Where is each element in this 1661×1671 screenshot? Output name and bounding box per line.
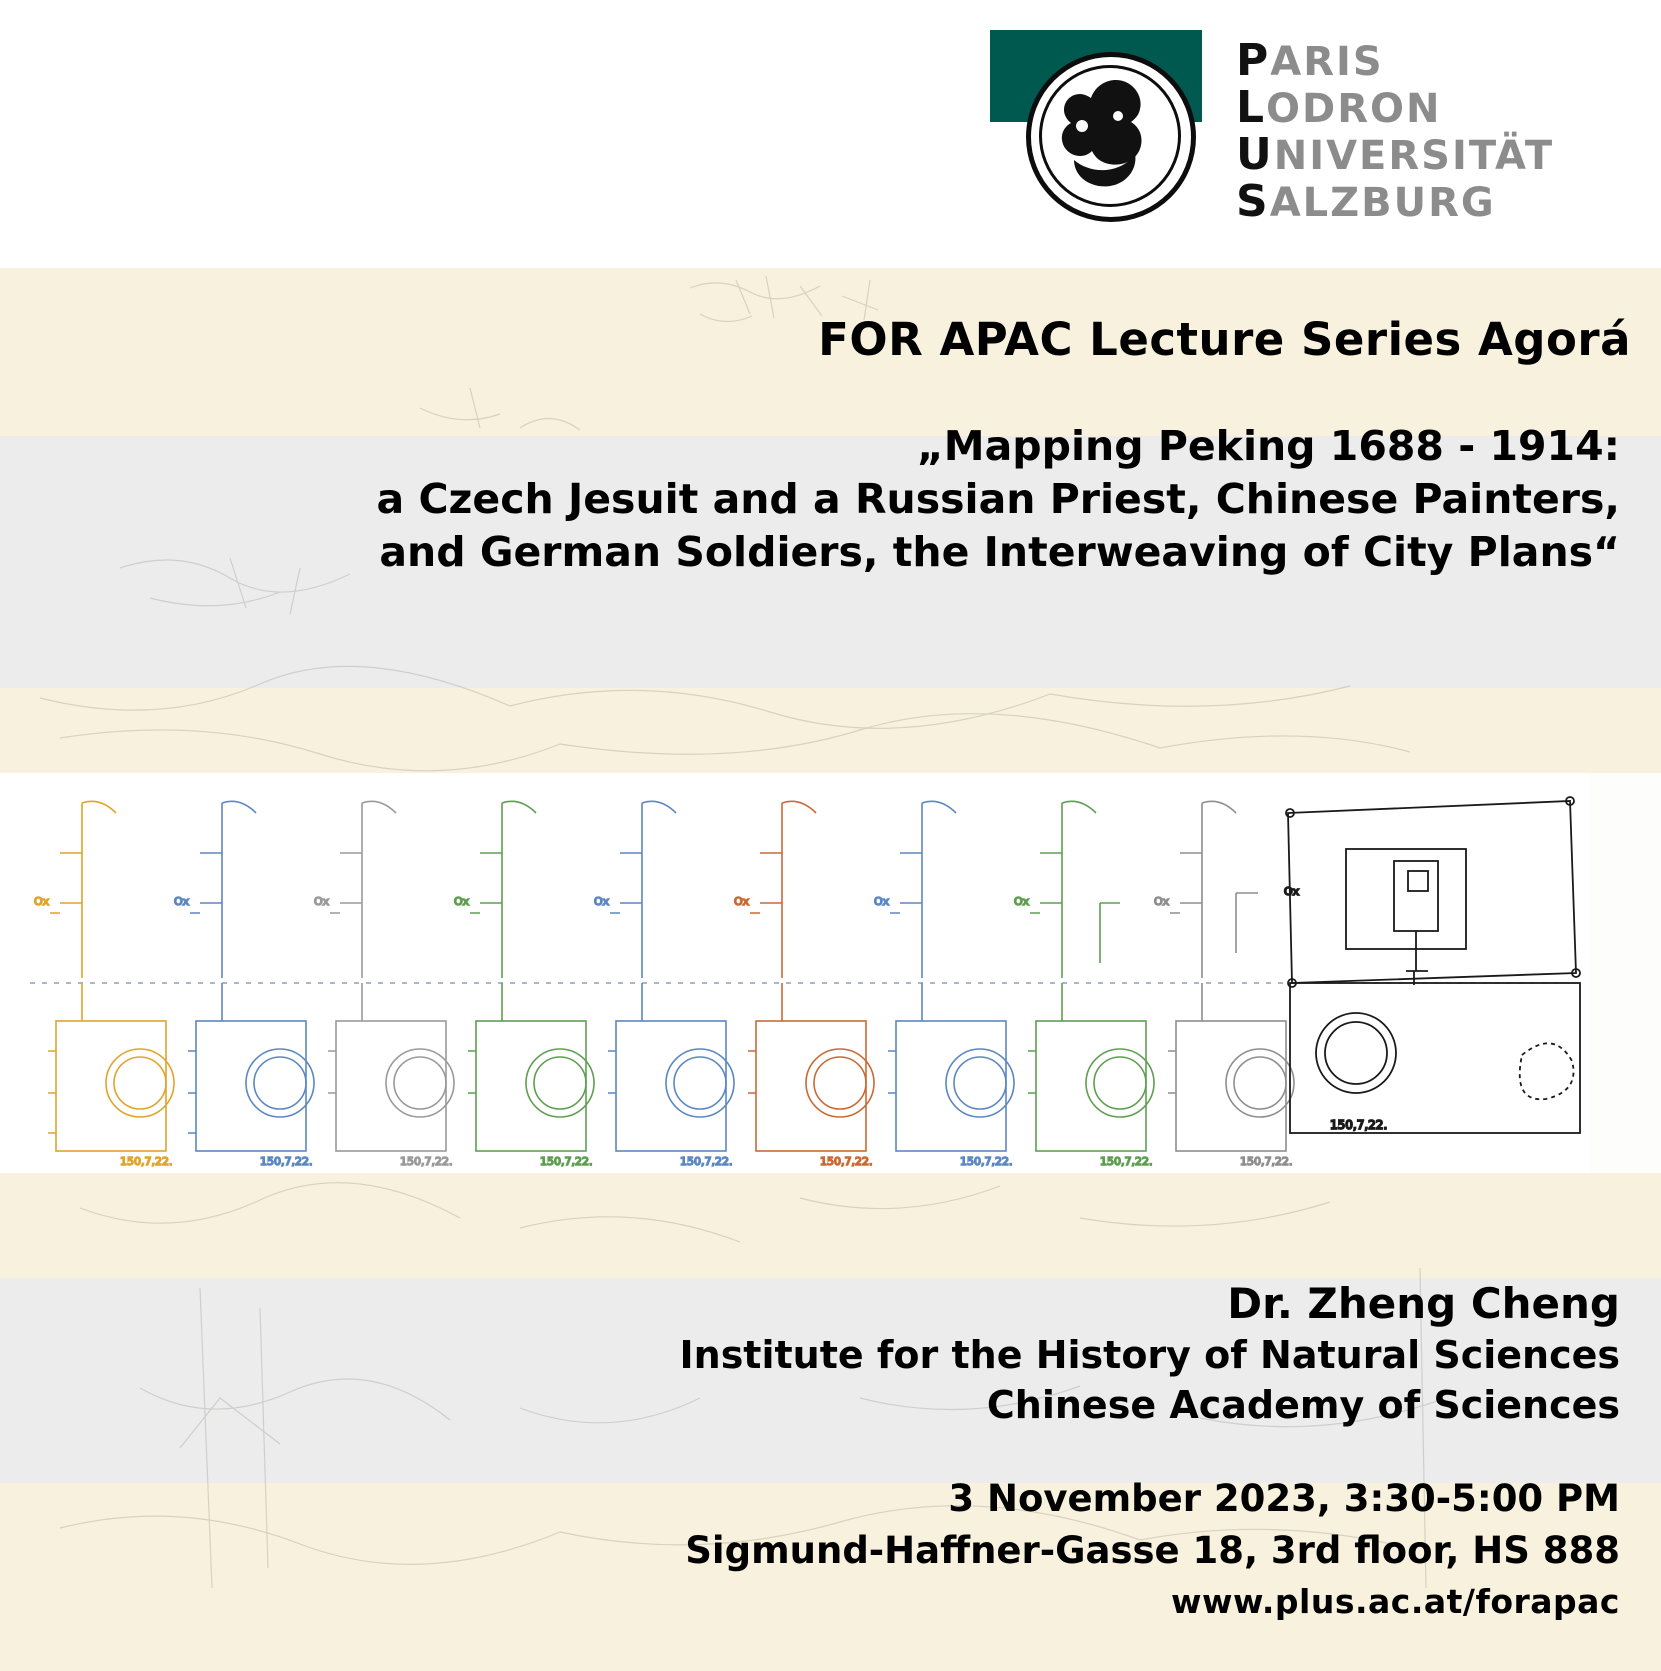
svg-text:150,7,22.: 150,7,22. — [540, 1155, 593, 1168]
svg-text:Ox: Ox — [874, 895, 890, 908]
speaker-affiliation-2: Chinese Academy of Sciences — [986, 1383, 1620, 1427]
logo-line-paris: PARIS — [1236, 35, 1384, 86]
svg-text:Ox: Ox — [594, 895, 610, 908]
band-cream-lower — [0, 1173, 1661, 1278]
svg-text:150,7,22.: 150,7,22. — [1100, 1155, 1153, 1168]
svg-text:150,7,22.: 150,7,22. — [1240, 1155, 1293, 1168]
svg-text:Ox: Ox — [314, 895, 330, 908]
lion-crest-icon — [990, 30, 1202, 215]
logo-line-salzburg: SALZBURG — [1236, 176, 1496, 227]
event-location: Sigmund-Haffner-Gasse 18, 3rd floor, HS 888 — [685, 1529, 1620, 1572]
svg-text:150,7,22.: 150,7,22. — [960, 1155, 1013, 1168]
logo-line-lodron: LODRON — [1236, 82, 1442, 133]
svg-text:Ox: Ox — [454, 895, 470, 908]
svg-text:Ox: Ox — [1154, 895, 1170, 908]
svg-text:150,7,22.: 150,7,22. — [680, 1155, 733, 1168]
svg-text:Ox: Ox — [34, 895, 50, 908]
svg-text:Ox: Ox — [1014, 895, 1030, 908]
svg-text:Ox: Ox — [174, 895, 190, 908]
page-header — [0, 0, 1661, 268]
series-title: FOR APAC Lecture Series Agorá — [818, 313, 1631, 366]
speaker-name: Dr. Zheng Cheng — [1227, 1279, 1620, 1328]
band-cream-mid — [0, 688, 1661, 773]
event-datetime: 3 November 2023, 3:30-5:00 PM — [948, 1477, 1620, 1520]
svg-text:150,7,22.: 150,7,22. — [820, 1155, 873, 1168]
city-plan-drawings — [0, 773, 1590, 1173]
talk-title-line-2: a Czech Jesuit and a Russian Priest, Chinese Painters, — [376, 475, 1620, 523]
svg-text:150,7,22.: 150,7,22. — [400, 1155, 453, 1168]
talk-title — [0, 420, 1640, 579]
logo-line-universitaet: UNIVERSITÄT — [1236, 129, 1555, 180]
svg-text:150,7,22.: 150,7,22. — [1330, 1118, 1388, 1132]
speaker-block — [0, 1278, 1640, 1430]
event-website[interactable]: www.plus.ac.at/forapac — [1171, 1582, 1620, 1621]
talk-title-line-3: and German Soldiers, the Interweaving of City Plans“ — [379, 528, 1620, 576]
logo-wordmark — [1236, 35, 1555, 227]
city-plan-strip — [0, 773, 1590, 1173]
lion-glyph-icon — [990, 30, 1202, 215]
event-details — [0, 1473, 1640, 1627]
svg-text:Ox: Ox — [1284, 885, 1300, 898]
speaker-affiliation-1: Institute for the History of Natural Sciences — [679, 1333, 1620, 1377]
university-logo — [990, 30, 1554, 226]
svg-text:Ox: Ox — [734, 895, 750, 908]
svg-text:150,7,22.: 150,7,22. — [120, 1155, 173, 1168]
talk-title-line-1: „Mapping Peking 1688 - 1914: — [916, 422, 1620, 470]
poster-body — [0, 268, 1661, 1671]
svg-text:150,7,22.: 150,7,22. — [260, 1155, 313, 1168]
